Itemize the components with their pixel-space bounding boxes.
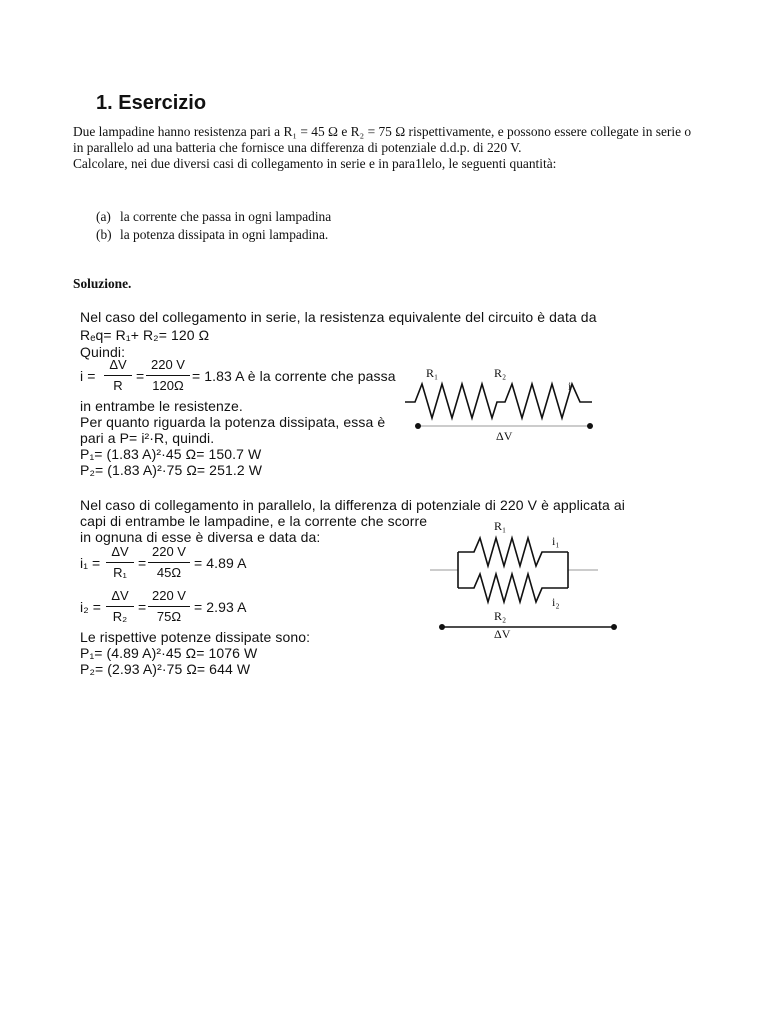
series-label-dv: ΔV <box>496 429 513 443</box>
parallel-i2-frac1-bar <box>106 606 134 607</box>
parallel-i1-lhs: i₁ = <box>80 555 101 571</box>
parallel-line-6: Le rispettive potenze dissipate sono: <box>80 629 311 645</box>
parallel-i2-eq: = <box>138 599 147 615</box>
parallel-label-r1: R₁ <box>494 519 507 533</box>
parallel-i2-frac2-num: 220 V <box>152 588 186 603</box>
parallel-i2-frac2-bar <box>148 606 190 607</box>
series-i-result: = 1.83 A è la corrente che passa <box>192 368 396 384</box>
parallel-i1-eq: = <box>138 555 147 571</box>
parallel-i1-frac1-num: ΔV <box>111 544 129 559</box>
series-terminal-left <box>415 423 421 429</box>
series-line-2: Rₑq= R₁+ R₂= 120 Ω <box>80 327 210 343</box>
problem-paragraph-1: Due lampadine hanno resistenza pari a R₁ = 45 Ω e R₂ = 75 Ω rispettivamente, e possono essere collegate in serie o in parallelo ad una batteria che fornisce una differenza di potenziale d.d.p. di 220 V. <box>73 124 692 155</box>
series-label-r2: R₂ <box>494 366 507 380</box>
parallel-i1-frac1-den: R₁ <box>113 565 127 580</box>
series-line-6: Per quanto riguarda la potenza dissipata, essa è <box>80 414 386 430</box>
list-item <box>96 208 331 226</box>
problem-paragraph-2: Calcolare, nei due diversi casi di collegamento in serie e in para1lelo, le seguenti quantità: <box>73 156 557 171</box>
parallel-terminal-left <box>439 624 445 630</box>
question-list <box>96 208 331 244</box>
parallel-i1-frac2-num: 220 V <box>152 544 186 559</box>
item-text: la potenza dissipata in ogni lampadina. <box>120 227 329 242</box>
parallel-i1-result: = 4.89 A <box>194 555 247 571</box>
series-frac2-bar <box>146 375 190 376</box>
series-line-1: Nel caso del collegamento in serie, la resistenza equivalente del circuito è data da <box>80 309 597 325</box>
series-resistor-zigzag <box>405 384 592 418</box>
parallel-i1-frac1-bar <box>106 562 134 563</box>
series-line-9: P₂= (1.83 A)²·75 Ω= 251.2 W <box>80 462 263 478</box>
parallel-terminal-right <box>611 624 617 630</box>
parallel-i2-lhs: i₂ = <box>80 599 102 615</box>
exercise-title: 1. Esercizio <box>96 92 207 114</box>
item-text: la corrente che passa in ogni lampadina <box>120 209 332 224</box>
parallel-i2-result: = 2.93 A <box>194 599 247 615</box>
series-line-5: in entrambe le resistenze. <box>80 398 243 414</box>
series-circuit-diagram <box>400 360 610 445</box>
parallel-label-dv: ΔV <box>494 627 511 641</box>
series-frac1-bar <box>104 375 132 376</box>
series-terminal-right <box>587 423 593 429</box>
problem-text <box>73 124 695 172</box>
parallel-line-3: in ognuna di esse è diversa e data da: <box>80 529 321 545</box>
item-marker: (b) <box>96 227 112 242</box>
series-frac2-num: 220 V <box>151 357 185 372</box>
series-line-7: pari a P= i²·R, quindi. <box>80 430 215 446</box>
parallel-line-7: P₁= (4.89 A)²·45 Ω= 1076 W <box>80 645 258 661</box>
parallel-label-i2: i₂ <box>552 595 560 609</box>
parallel-i1-frac2-den: 45Ω <box>156 565 182 580</box>
parallel-line-1: Nel caso di collegamento in parallelo, la differenza di potenziale di 220 V è applicata ai <box>80 497 625 513</box>
parallel-i2-frac2-den: 75Ω <box>156 609 182 624</box>
series-line-3: Quindi: <box>80 344 126 360</box>
parallel-circuit-diagram <box>430 514 630 644</box>
parallel-i2-frac1-den: R₂ <box>112 609 128 624</box>
parallel-line-2: capi di entrambe le lampadine, e la corrente che scorre <box>80 513 428 529</box>
list-item <box>96 226 331 244</box>
parallel-i2-frac1-num: ΔV <box>111 588 129 603</box>
parallel-label-i1: i₁ <box>552 534 560 548</box>
item-marker: (a) <box>96 209 111 224</box>
series-i-lhs: i = <box>80 368 96 384</box>
series-line-8: P₁= (1.83 A)²·45 Ω= 150.7 W <box>80 446 262 462</box>
series-frac1-num: ΔV <box>109 357 127 372</box>
series-eq: = <box>136 368 145 384</box>
parallel-i1-frac2-bar <box>148 562 190 563</box>
parallel-label-r2: R₂ <box>494 609 507 623</box>
series-label-r1: R₁ <box>426 366 439 380</box>
solution-heading: Soluzione. <box>73 276 132 291</box>
parallel-line-8: P₂= (2.93 A)²·75 Ω= 644 W <box>80 661 251 677</box>
series-frac2-den: 120Ω <box>152 378 184 393</box>
series-label-i: i <box>568 379 572 393</box>
series-frac1-den: R <box>113 378 123 393</box>
